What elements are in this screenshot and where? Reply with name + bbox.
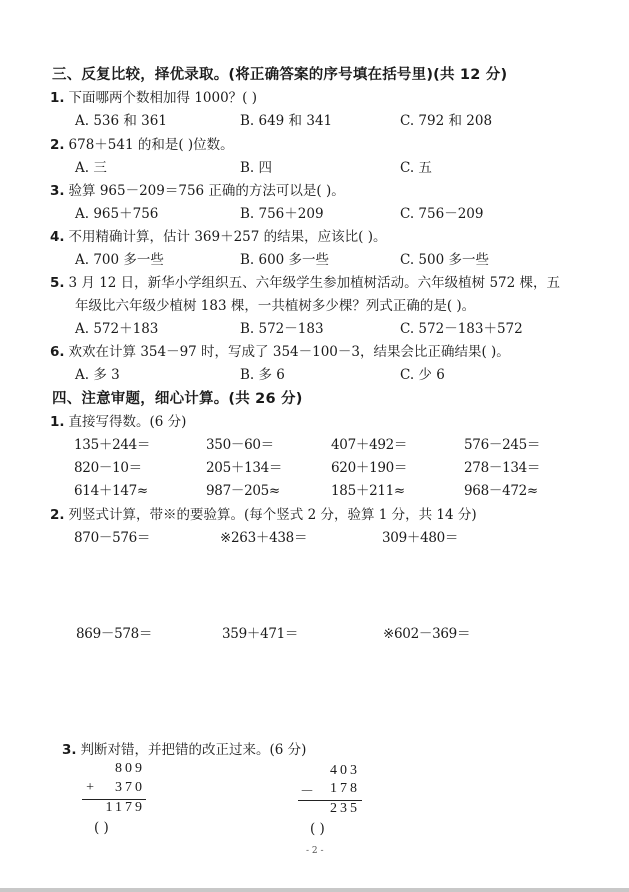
vertical-calc-item: ※263＋438＝	[220, 530, 308, 546]
mental-calc-item: 968－472≈	[464, 483, 538, 499]
question-5	[50, 271, 560, 291]
mental-calc-item: 135＋244＝	[74, 437, 151, 453]
page-bottom-border	[0, 888, 629, 892]
judgement-blank[interactable]: ( )	[310, 821, 325, 837]
part-number: 3.	[62, 742, 77, 758]
judgement-blank[interactable]: ( )	[94, 820, 109, 836]
section-4-title: 四、注意审题，细心计算。(共 26 分)	[52, 391, 303, 407]
vertical-calc-item: 870－576＝	[74, 530, 151, 546]
option-c: C. 少 6	[400, 367, 445, 383]
option-b: B. 649 和 341	[240, 113, 333, 129]
option-b: B. 572－183	[240, 321, 324, 337]
result: 235	[330, 801, 360, 816]
option-c: C. 756－209	[400, 206, 484, 222]
option-c: C. 792 和 208	[400, 113, 493, 129]
question-3	[50, 179, 345, 199]
option-b: B. 四	[240, 160, 273, 176]
vertical-calc-item: 359＋471＝	[222, 626, 299, 642]
option-c: C. 五	[400, 160, 432, 176]
mental-calc-item: 205＋134＝	[206, 460, 283, 476]
subtrahend: 178	[330, 781, 360, 796]
question-4	[50, 225, 386, 245]
question-number: 6.	[50, 344, 65, 360]
part-title: 列竖式计算，带※的要验算。(每个竖式 2 分，验算 1 分，共 14 分)	[68, 507, 477, 523]
mental-calc-item: 350－60＝	[206, 437, 274, 453]
part-number: 2.	[50, 507, 65, 523]
option-a: A. 572＋183	[75, 321, 159, 337]
part-1-heading	[50, 410, 186, 430]
question-number: 4.	[50, 229, 65, 245]
mental-calc-item: 987－205≈	[206, 483, 280, 499]
mental-calc-item: 576－245＝	[464, 437, 541, 453]
option-a: A. 700 多一些	[75, 252, 164, 268]
addend-bottom: 370	[115, 780, 145, 795]
question-text: 678＋541 的和是( )位数。	[68, 137, 234, 153]
minuend: 403	[330, 763, 360, 778]
mental-calc-item: 620＋190＝	[331, 460, 408, 476]
vertical-calc-item: 869－578＝	[76, 626, 153, 642]
vertical-calc-item: ※602－369＝	[383, 626, 471, 642]
question-text: 不用精确计算，估计 369＋257 的结果，应该比( )。	[68, 229, 387, 245]
question-text: 欢欢在计算 354－97 时，写成了 354－100－3，结果会比正确结果( )。	[68, 344, 510, 360]
option-b: B. 多 6	[240, 367, 285, 383]
mental-calc-item: 614＋147≈	[74, 483, 148, 499]
section-3-title: 三、反复比较，择优录取。(将正确答案的序号填在括号里)(共 12 分)	[52, 67, 508, 83]
question-number: 2.	[50, 137, 65, 153]
mental-calc-item: 820－10＝	[74, 460, 142, 476]
mental-calc-item: 278－134＝	[464, 460, 541, 476]
question-5-continued: 年级比六年级少植树 183 棵，一共植树多少棵？列式正确的是( )。	[75, 298, 476, 314]
result: 1179	[105, 800, 145, 815]
option-b: B. 756＋209	[240, 206, 324, 222]
question-text: 下面哪两个数相加得 1000？( )	[68, 90, 258, 106]
part-title: 直接写得数。(6 分)	[68, 414, 187, 430]
question-number: 3.	[50, 183, 65, 199]
option-a: A. 965＋756	[75, 206, 159, 222]
part-number: 1.	[50, 414, 65, 430]
question-number: 5.	[50, 275, 65, 291]
option-c: C. 572－183＋572	[400, 321, 523, 337]
part-3-heading	[62, 738, 306, 758]
option-b: B. 600 多一些	[240, 252, 330, 268]
page-number: - 2 -	[306, 846, 324, 856]
part-title: 判断对错，并把错的改正过来。(6 分)	[80, 742, 307, 758]
question-number: 1.	[50, 90, 65, 106]
option-a: A. 三	[75, 160, 107, 176]
minus-sign: －	[300, 785, 314, 800]
question-text: 验算 965－209＝756 正确的方法可以是( )。	[68, 183, 345, 199]
question-6	[50, 340, 510, 360]
option-a: A. 536 和 361	[75, 113, 167, 129]
option-a: A. 多 3	[75, 367, 120, 383]
question-2	[50, 133, 234, 153]
option-c: C. 500 多一些	[400, 252, 489, 268]
vertical-calc-item: 309＋480＝	[382, 530, 459, 546]
part-2-heading	[50, 503, 477, 523]
question-1	[50, 86, 257, 106]
mental-calc-item: 407＋492＝	[331, 437, 408, 453]
mental-calc-item: 185＋211≈	[331, 483, 405, 499]
plus-sign: +	[86, 780, 94, 795]
question-text: 3 月 12 日，新华小学组织五、六年级学生参加植树活动。六年级植树 572 棵，五	[68, 275, 561, 291]
addend-top: 809	[115, 761, 145, 776]
